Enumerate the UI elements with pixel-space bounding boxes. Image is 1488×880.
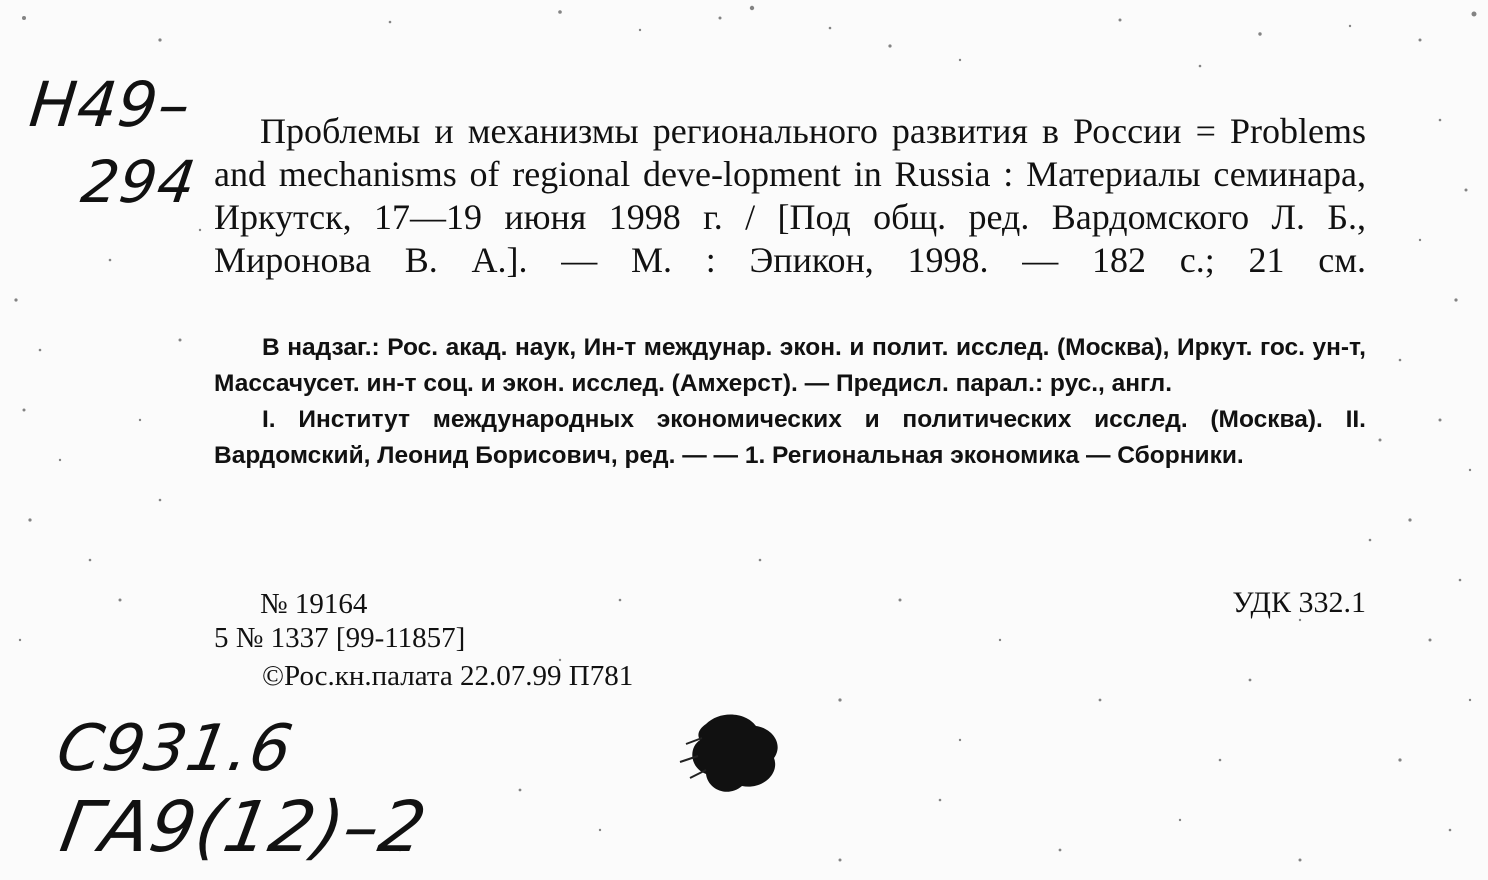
title-statement: Проблемы и механизмы регионального развития в России = Problems and mechanisms of regional deve-lopment in Russia : Материалы семинара, Иркутск, 17—19 июня 1998 г. / [Под общ. ред. Вардомского Л. Б., Миронова В. А.]. — М. : Эпикон, 1998. — 182 с.; 21 см. bbox=[214, 111, 1366, 280]
bibliographic-entry bbox=[214, 110, 1366, 282]
record-number: № 19164 bbox=[260, 588, 368, 620]
notes-block bbox=[214, 330, 1366, 474]
handwritten-class-code-2: ГА9(12)–2 bbox=[54, 786, 433, 868]
card-number: 5 № 1337 [99-11857] bbox=[214, 622, 466, 654]
handwritten-shelf-code: Н49– bbox=[26, 68, 195, 141]
ink-blot bbox=[676, 704, 786, 800]
tracings: I. Институт международных экономических и политических исслед. (Москва). II. Вардомский, Леонид Борисович, ред. — — 1. Региональная экономика — Сборники. bbox=[214, 406, 1366, 469]
handwritten-class-code: С931.6 bbox=[51, 712, 299, 786]
copyright-line: ©Рос.кн.палата 22.07.99 П781 bbox=[262, 660, 634, 692]
general-note: В надзаг.: Рос. акад. наук, Ин-т междунар. экон. и полит. исслед. (Москва), Иркут. гос. ун-т, Массачусет. ин-т соц. и экон. исслед. (Амхерст). — Предисл. парал.: рус., англ. bbox=[214, 334, 1366, 397]
udk-classification: УДК 332.1 bbox=[1232, 586, 1366, 619]
handwritten-shelf-code-2: 294 bbox=[77, 148, 201, 216]
